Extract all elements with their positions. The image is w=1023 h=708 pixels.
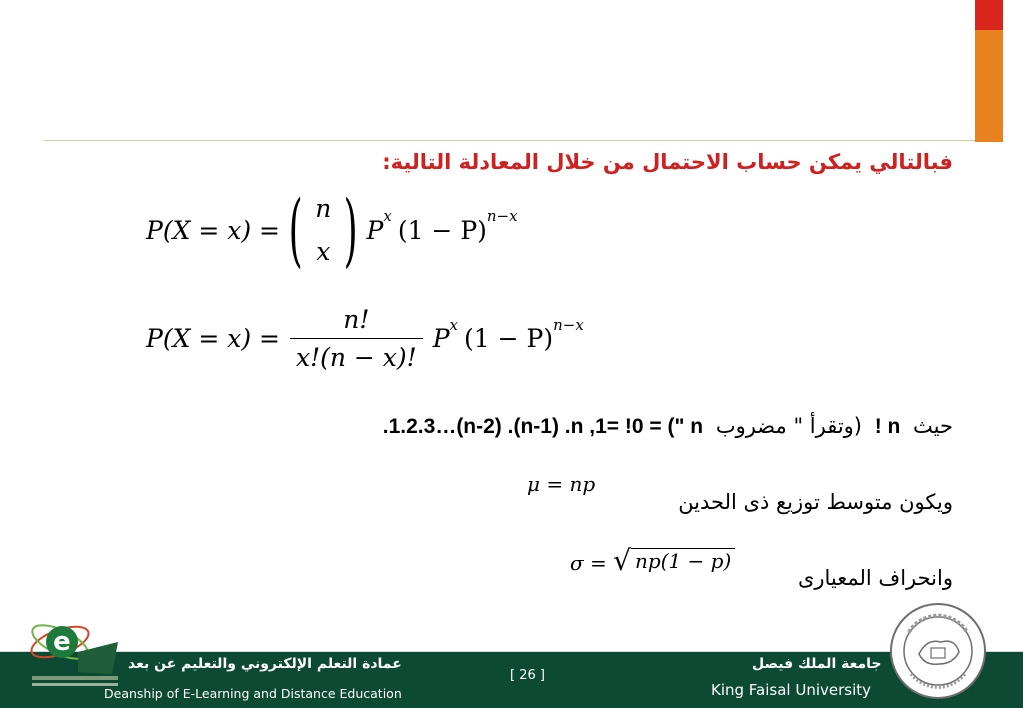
fraction-denominator: x!(n − x)! (290, 338, 423, 372)
sd-label: وانحراف المعيارى (797, 566, 953, 590)
header-divider (44, 140, 975, 141)
factorial-expansion: n ") = 1.2.3…(n-2) .(n-1) .n ,1= !0. (382, 415, 704, 438)
fraction (290, 305, 423, 372)
factorial-formula (146, 305, 584, 372)
formula1-factor: (1 − P) (397, 215, 487, 245)
e-learning-logo-icon (22, 612, 122, 692)
binom-bottom: x (316, 237, 331, 266)
mean-formula: μ = np (527, 472, 596, 496)
sd-radicand: np(1 − p) (631, 548, 735, 573)
accent-bar-orange (975, 30, 1003, 142)
footer-university-english: King Faisal University (711, 681, 872, 699)
formula2-factor: (1 − P) (464, 324, 554, 353)
accent-bar-red (975, 0, 1003, 30)
fraction-numerator: n! (343, 305, 370, 334)
mean-label: ويكون متوسط توزيع ذى الحدين (678, 490, 953, 514)
footer-university-arabic: جامعة الملك فيصل (752, 656, 882, 672)
formula1-base: P (366, 215, 384, 245)
binom-top: n (315, 194, 332, 223)
n-factorial: n ! (874, 415, 901, 438)
slide-heading: فبالتالي يمكن حساب الاحتمال من خلال المعادلة التالية: (382, 150, 953, 174)
footer-deanship-arabic: عمادة التعلم الإلكتروني والتعليم عن بعد (128, 656, 402, 672)
binom-coefficient (315, 194, 331, 266)
reads-as: (وتقرأ " مضروب (715, 414, 863, 438)
square-root (613, 544, 735, 577)
formula1-exp-x: x (383, 207, 392, 225)
svg-text:e: e (53, 627, 71, 657)
formula2-exp-nx: n−x (553, 315, 584, 334)
footer-deanship-english: Deanship of E-Learning and Distance Education (104, 686, 402, 701)
formula2-lhs: P(X = x) = (146, 324, 280, 353)
factorial-definition (383, 414, 953, 439)
radical-icon: √ (613, 544, 631, 577)
university-seal-icon (889, 602, 987, 700)
sd-formula (570, 544, 735, 577)
right-paren: ) (343, 183, 358, 276)
formula2-base: P (432, 324, 450, 353)
binomial-formula (146, 183, 518, 276)
left-paren: ( (288, 183, 303, 276)
formula1-lhs: P(X = x) = (146, 215, 280, 245)
word-haith: حيث (913, 414, 953, 438)
sd-lhs: σ = (570, 551, 607, 575)
page-number: [ 26 ] (510, 668, 545, 683)
formula2-exp-x: x (449, 315, 459, 334)
formula1-exp-nx: n−x (486, 207, 518, 225)
